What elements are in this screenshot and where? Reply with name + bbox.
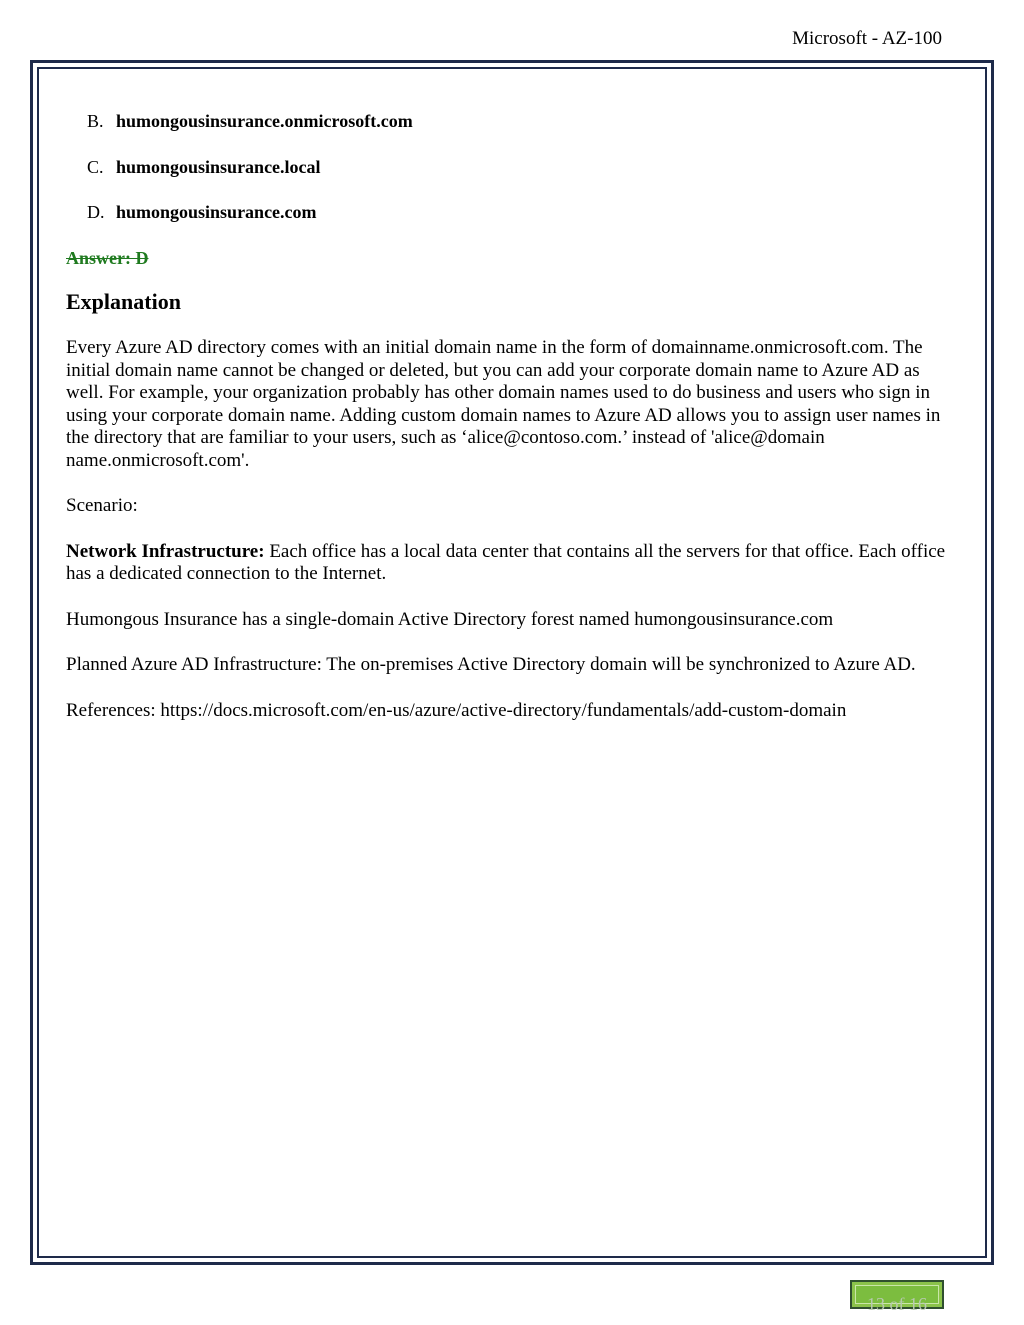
option-text: humongousinsurance.onmicrosoft.com (116, 111, 413, 131)
answer-option-b (66, 110, 956, 133)
option-letter: D. (87, 202, 105, 222)
page-content (66, 110, 956, 745)
document-header-title: Microsoft - AZ-100 (792, 28, 942, 49)
page-number: 13 of 16 (867, 1294, 927, 1314)
answer-option-d (66, 201, 956, 224)
scenario-label: Scenario: (66, 495, 138, 516)
option-text: humongousinsurance.com (116, 202, 317, 222)
network-infrastructure-text: Each office has a local data center that contains all the servers for that office. Each office has a dedicated connection to the Internet. (66, 540, 946, 584)
explanation-paragraph: Every Azure AD directory comes with an initial domain name in the form of domainname.onmicrosoft.com. The initial domain name cannot be changed or deleted, but you can add your corporate domain name to Azure AD as well. For example, your organization probably has other domain names used to do business and users who sign in using your corporate domain name. Adding custom domain names to Azure AD allows you to assign user names in the directory that are familiar to your users, such as ‘alice@contoso.com.’ instead of 'alice@domain name.onmicrosoft.com'. (66, 337, 941, 471)
page-number-badge (850, 1280, 944, 1314)
answer-option-c (66, 156, 956, 179)
network-infrastructure-paragraph (66, 541, 956, 586)
correct-answer: Answer: D (66, 247, 149, 268)
network-infrastructure-label: Network Infrastructure: (66, 540, 265, 562)
forest-paragraph: Humongous Insurance has a single-domain Active Directory forest named humongousinsurance.com (66, 608, 834, 630)
explanation-heading: Explanation (66, 289, 181, 314)
option-letter: C. (87, 156, 104, 177)
option-letter: B. (87, 111, 104, 131)
planned-infrastructure-paragraph: Planned Azure AD Infrastructure: The on-premises Active Directory domain will be synchronized to Azure AD. (66, 654, 916, 675)
references-paragraph: References: https://docs.microsoft.com/en-us/azure/active-directory/fundamentals/add-custom-domain (66, 699, 847, 721)
option-text: humongousinsurance.local (116, 156, 321, 177)
